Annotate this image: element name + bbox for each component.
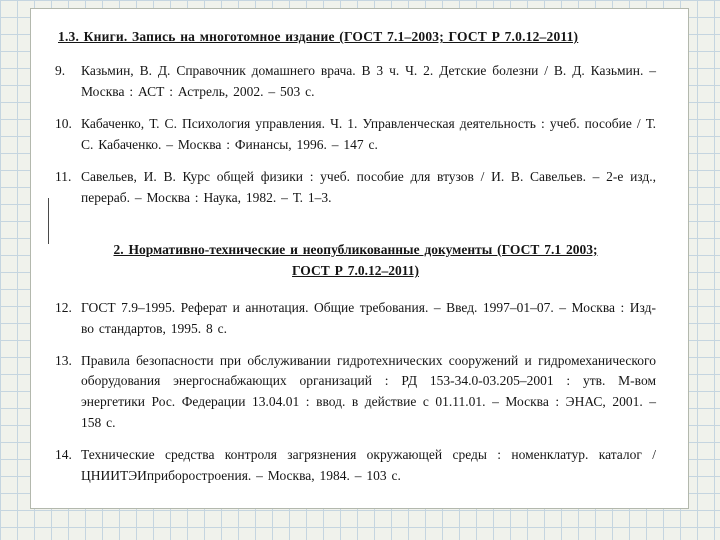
- reference-text: Технические средства контроля загрязнения окружающей среды : номенклатур. каталог / ЦНИИТЭИприборостроения. – Москва, 1984. – 103 с.: [81, 447, 656, 484]
- reference-text: Савельев, И. В. Курс общей физики : учеб. пособие для втузов / И. В. Савельев. – 2-е изд., перераб. – Москва : Наука, 1982. – Т. 1–3.: [81, 168, 656, 205]
- section1-title: 1.3. Книги. Запись на многотомное издание (ГОСТ 7.1–2003; ГОСТ Р 7.0.12–2011): [58, 29, 579, 44]
- text-cursor-line: [48, 198, 49, 244]
- reference-item-12: [55, 298, 656, 340]
- reference-text: Правила безопасности при обслуживании гидротехнических сооружений и гидромеханического оборудования энергоснабжающих организаций : РД 153-34.0-03.205–2001 : утв. М-вом энергетики Рос. Федерации 13.04.01 : ввод. в действие с 01.11.01. – Москва : ЭНАС, 2001. – 158 с.: [81, 352, 656, 431]
- reference-item-11: [55, 167, 656, 209]
- reference-number: 12.: [55, 299, 72, 315]
- reference-number: 11.: [55, 168, 72, 184]
- reference-text: Казьмин, В. Д. Справочник домашнего врача. В 3 ч. Ч. 2. Детские болезни / В. Д. Казьмин. – Москва : АСТ : Астрель, 2002. – 503 с.: [81, 63, 656, 99]
- reference-number: 9.: [55, 63, 66, 78]
- section1-reference-list: [55, 61, 656, 209]
- reference-item-14: [55, 445, 656, 487]
- section2-title-line1: 2. Нормативно-технические и неопубликованные документы (ГОСТ 7.1 2003;: [113, 241, 598, 257]
- reference-text: ГОСТ 7.9–1995. Реферат и аннотация. Общие требования. – Введ. 1997–01–07. – Москва : Изд-во стандартов, 1995. 8 с.: [81, 299, 656, 336]
- document-page: [30, 8, 689, 509]
- reference-item-13: [55, 351, 656, 435]
- reference-item-10: [55, 114, 656, 156]
- section2-title-line2: ГОСТ Р 7.0.12–2011): [292, 263, 419, 279]
- reference-number: 13.: [55, 352, 72, 368]
- section2-title: [65, 239, 646, 282]
- reference-text: Кабаченко, Т. С. Психология управления. Ч. 1. Управленческая деятельность : учеб. пособие / Т. С. Кабаченко. – Москва : Финансы, 1996. – 147 с.: [81, 115, 656, 152]
- reference-item-9: [55, 61, 656, 103]
- section2-reference-list: [55, 298, 656, 487]
- reference-number: 10.: [55, 115, 72, 131]
- reference-number: 14.: [55, 447, 72, 463]
